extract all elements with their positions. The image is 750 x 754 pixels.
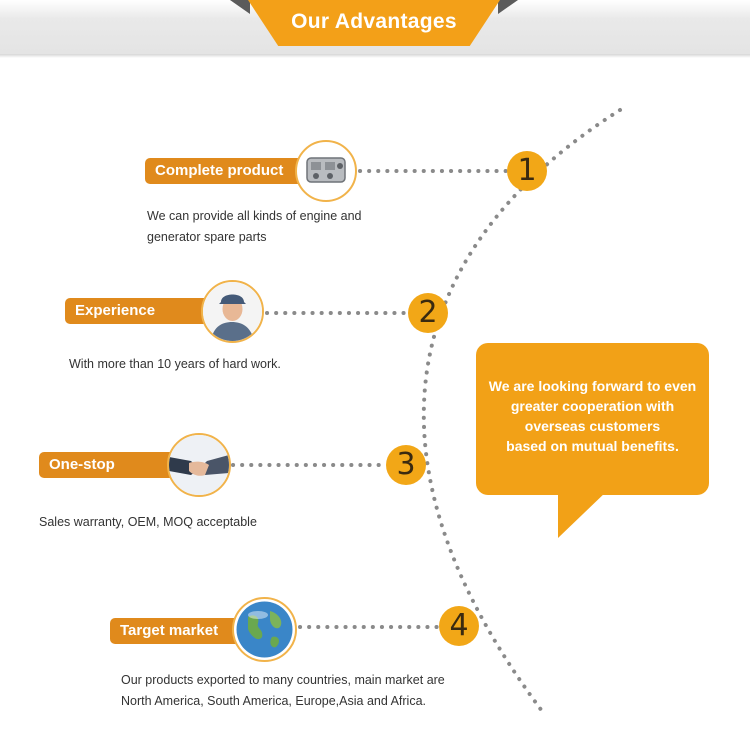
bubble-line-3: overseas customers (524, 418, 661, 434)
engine-part-icon (295, 140, 357, 202)
advantage-desc-4 (121, 670, 445, 712)
advantage-desc-4-line-2: North America, South America, Europe,Asia and Africa. (121, 694, 427, 708)
advantage-desc-1-line-2: generator spare parts (147, 230, 267, 244)
advantage-title-1: Complete product (145, 158, 303, 184)
advantage-desc-4-line-1: Our products exported to many countries, main market are (121, 673, 445, 687)
globe-icon (232, 597, 297, 662)
advantage-desc-3-line-1: Sales warranty, OEM, MOQ acceptable (39, 515, 257, 529)
advantage-desc-2 (69, 354, 281, 375)
advantage-title-3: One-stop (39, 452, 179, 478)
advantage-desc-1 (147, 206, 362, 248)
advantage-desc-3 (39, 512, 257, 533)
worker-icon (201, 280, 264, 343)
number-badge-4: 4 (439, 606, 479, 646)
advantage-title-4: Target market (110, 618, 250, 644)
bubble-line-2: greater cooperation with (510, 398, 675, 414)
bubble-text (476, 376, 709, 456)
handshake-icon (167, 433, 231, 497)
page-title: Our Advantages (291, 10, 457, 33)
number-badge-2: 2 (408, 293, 448, 333)
number-badge-1: 1 (507, 151, 547, 191)
bubble-line-4: based on mutual benefits. (506, 438, 679, 454)
number-badge-3: 3 (386, 445, 426, 485)
bubble-line-1: We are looking forward to even (488, 378, 697, 394)
advantage-title-2: Experience (65, 298, 213, 324)
speech-bubble-tail (558, 490, 608, 538)
advantage-desc-2-line-1: With more than 10 years of hard work. (69, 357, 281, 371)
advantage-desc-1-line-1: We can provide all kinds of engine and (147, 209, 362, 223)
